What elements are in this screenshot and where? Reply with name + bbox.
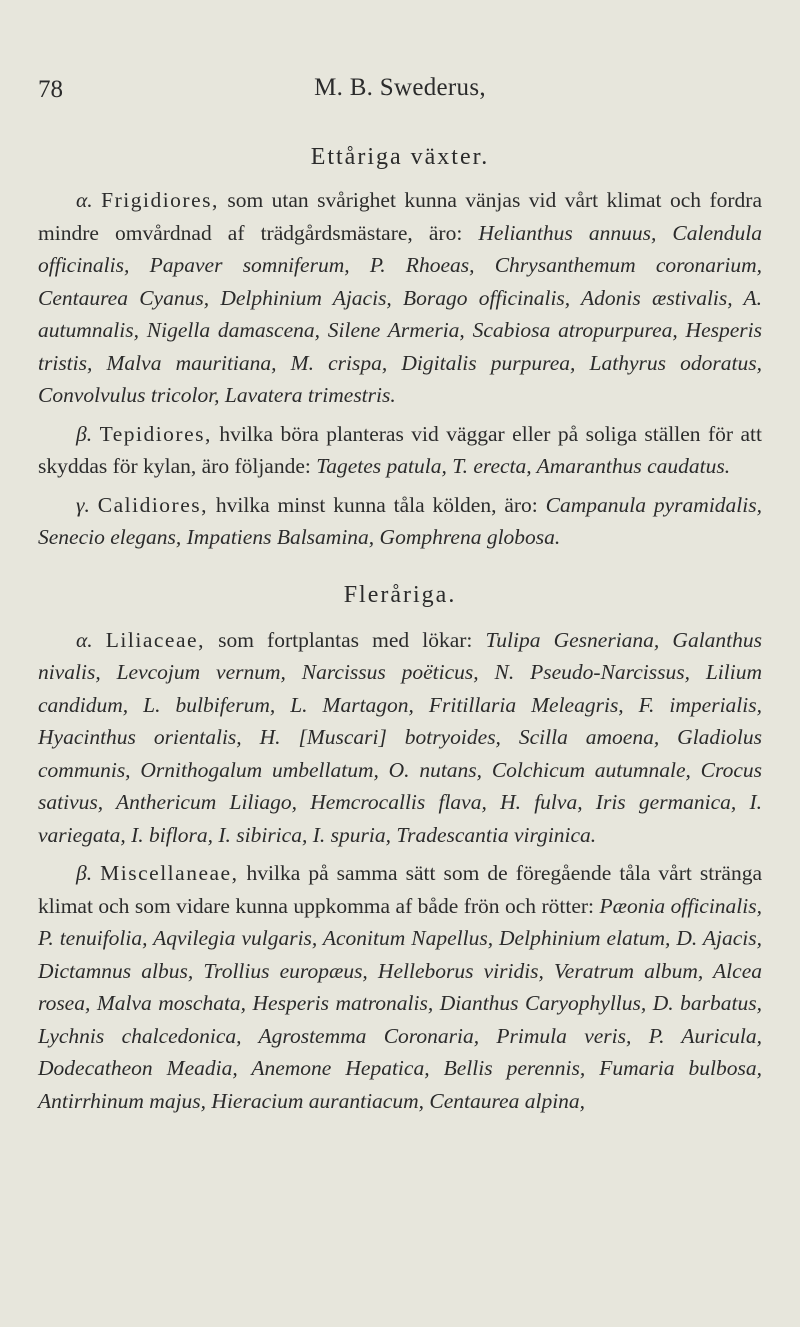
section-title-annuals: Ettåriga växter. — [310, 144, 490, 170]
entry-calidiores — [38, 489, 762, 554]
entry-marker: α. — [76, 627, 93, 652]
entry-species-list: Pæonia officinalis, P. tenuifolia, Aqvilegia vulgaris, Aconitum Napellus, Delphinium elatum, D. Ajacis, Dictamnus albus, Trollius europæus, Helleborus viridis, Veratrum album, Alcea rosea, Malva moschata, Hesperis matronalis, Dianthus Caryophyllus, D. barbatus, Lychnis chalcedonica, Agrostemma Coronaria, Primula veris, P. Auricula, Dodecatheon Meadia, Anemone Hepatica, Bellis perennis, Fumaria bulbosa, Antirrhinum majus, Hieracium aurantiacum, Centaurea alpina, — [38, 893, 762, 1113]
page-body — [38, 142, 762, 1123]
entry-term: Tepidiores, — [99, 421, 212, 446]
entry-marker: γ. — [76, 492, 90, 517]
entry-species-list: Helianthus annuus, Calendula officinalis, Papaver somniferum, P. Rhoeas, Chrysanthemum coronarium, Centaurea Cyanus, Delphinium Ajacis, Borago officinalis, Adonis æstivalis, A. autumnalis, Nigella damascena, Silene Armeria, Scabiosa atropurpurea, Hesperis tristis, Malva mauritiana, M. crispa, Digitalis purpurea, Lathyrus odoratus, Convolvulus tricolor, Lavatera trimestris. — [38, 220, 763, 407]
entry-text: som fortplantas med lökar: — [218, 627, 473, 652]
section-title-perennials: Fleråriga. — [343, 581, 457, 608]
entry-text: hvilka minst kunna tåla kölden, äro: — [215, 492, 538, 517]
running-head: M. B. Swederus, — [314, 74, 486, 101]
entry-species-list: Tagetes patula, T. erecta, Amaranthus caudatus. — [316, 454, 731, 478]
entry-species-list: Tulipa Gesneriana, Galanthus nivalis, Levcojum vernum, Narcissus poëticus, N. Pseudo-Narcissus, Lilium candidum, L. bulbiferum, L. Martagon, Fritillaria Meleagris, F. imperialis, Hyacinthus orientalis, H. [Muscari] botryoides, Scilla amoena, Gladiolus communis, Ornithogalum umbellatum, O. nutans, Colchicum autumnale, Crocus sativus, Anthericum Liliago, Hemcrocallis flava, H. fulva, Iris germanica, I. variegata, I. biflora, I. sibirica, I. spuria, Tradescantia virginica. — [38, 627, 763, 847]
page-number: 78 — [38, 76, 63, 103]
entry-text: hvilka på samma sätt som de föregående tåla vårt stränga klimat och som vidare kunna uppkomma af både frön och rötter: — [38, 861, 762, 918]
entry-text: som utan svårighet kunna vänjas vid vårt klimat och fordra mindre omvårdnad af trädgårdsmästare, äro: — [38, 188, 763, 245]
entry-term: Frigidiores, — [101, 188, 219, 212]
entry-frigidiores — [38, 184, 762, 412]
entry-species-list: Campanula pyramidalis, Senecio elegans, Impatiens Balsamina, Gomphrena globosa. — [38, 492, 762, 549]
entry-tepidiores — [38, 418, 762, 483]
entry-term: Miscellaneae, — [100, 861, 239, 885]
entry-marker: β. — [76, 861, 93, 885]
entry-term: Liliaceae, — [105, 627, 205, 652]
entry-liliaceae — [38, 624, 762, 852]
entry-miscellaneae — [38, 857, 762, 1117]
entry-text: hvilka böra planteras vid väggar eller på soliga ställen för att skyddas för kylan, äro följande: — [38, 421, 763, 478]
entry-term: Calidiores, — [97, 492, 208, 517]
entry-marker: α. — [76, 188, 93, 212]
entry-marker: β. — [76, 421, 93, 446]
